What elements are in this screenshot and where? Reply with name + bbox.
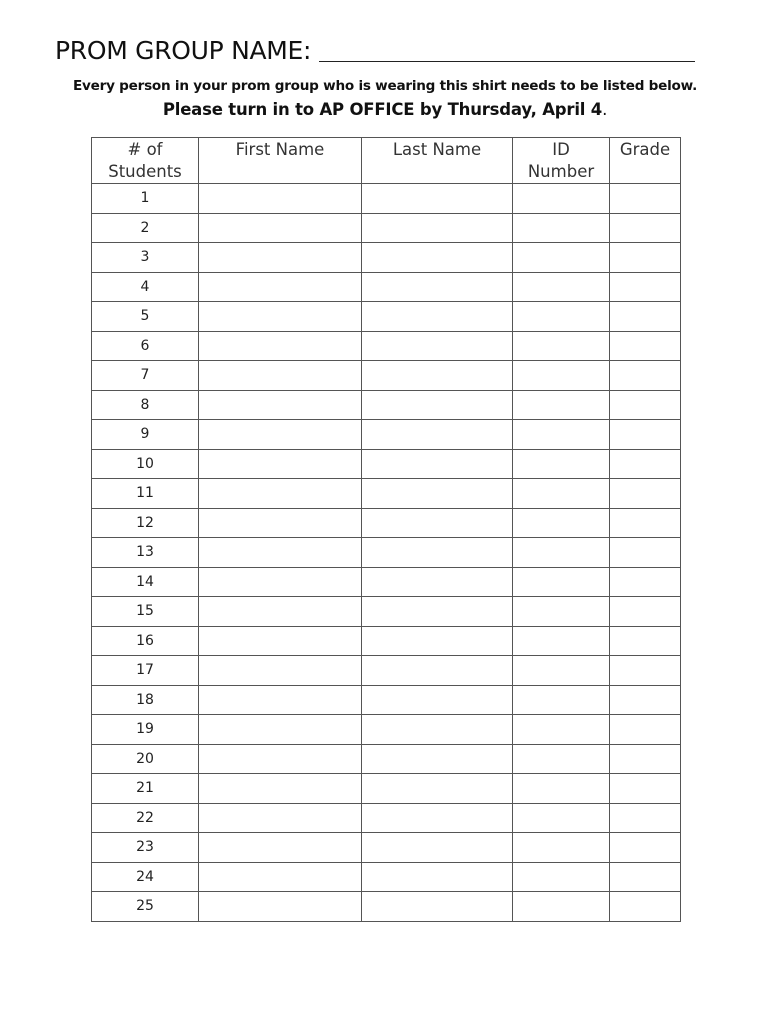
table-row [92, 272, 681, 302]
first-name-cell[interactable] [199, 715, 362, 745]
row-number: 7 [92, 361, 199, 391]
last-name-cell[interactable] [362, 833, 513, 863]
grade-cell[interactable] [610, 361, 681, 391]
row-number: 3 [92, 243, 199, 273]
id-number-cell[interactable] [513, 449, 610, 479]
table-row [92, 390, 681, 420]
first-name-cell[interactable] [199, 656, 362, 686]
grade-cell[interactable] [610, 597, 681, 627]
last-name-cell[interactable] [362, 597, 513, 627]
id-number-cell[interactable] [513, 656, 610, 686]
row-number: 5 [92, 302, 199, 332]
first-name-cell[interactable] [199, 272, 362, 302]
row-number: 9 [92, 420, 199, 450]
row-number: 20 [92, 744, 199, 774]
last-name-cell[interactable] [362, 361, 513, 391]
last-name-cell[interactable] [362, 774, 513, 804]
row-number: 18 [92, 685, 199, 715]
id-number-cell[interactable] [513, 302, 610, 332]
id-number-cell[interactable] [513, 420, 610, 450]
table-row [92, 479, 681, 509]
table-row [92, 508, 681, 538]
row-number: 15 [92, 597, 199, 627]
first-name-cell[interactable] [199, 184, 362, 214]
row-number: 22 [92, 803, 199, 833]
grade-cell[interactable] [610, 685, 681, 715]
table-row [92, 685, 681, 715]
row-number: 14 [92, 567, 199, 597]
id-number-cell[interactable] [513, 774, 610, 804]
grade-cell[interactable] [610, 626, 681, 656]
first-name-cell[interactable] [199, 361, 362, 391]
last-name-cell[interactable] [362, 538, 513, 568]
row-number: 11 [92, 479, 199, 509]
grade-cell[interactable] [610, 243, 681, 273]
grade-cell[interactable] [610, 567, 681, 597]
id-number-cell[interactable] [513, 715, 610, 745]
first-name-cell[interactable] [199, 420, 362, 450]
grade-cell[interactable] [610, 449, 681, 479]
table-row [92, 538, 681, 568]
last-name-cell[interactable] [362, 508, 513, 538]
id-number-cell[interactable] [513, 597, 610, 627]
header-student-count: # of Students [92, 138, 199, 184]
id-number-cell[interactable] [513, 567, 610, 597]
last-name-cell[interactable] [362, 656, 513, 686]
grade-cell[interactable] [610, 862, 681, 892]
last-name-cell[interactable] [362, 626, 513, 656]
first-name-cell[interactable] [199, 862, 362, 892]
table-row [92, 361, 681, 391]
table-row [92, 833, 681, 863]
id-number-cell[interactable] [513, 685, 610, 715]
row-number: 10 [92, 449, 199, 479]
first-name-cell[interactable] [199, 626, 362, 656]
first-name-cell[interactable] [199, 508, 362, 538]
id-number-cell[interactable] [513, 538, 610, 568]
grade-cell[interactable] [610, 833, 681, 863]
last-name-cell[interactable] [362, 184, 513, 214]
table-row [92, 302, 681, 332]
id-number-cell[interactable] [513, 331, 610, 361]
last-name-cell[interactable] [362, 302, 513, 332]
last-name-cell[interactable] [362, 479, 513, 509]
row-number: 2 [92, 213, 199, 243]
grade-cell[interactable] [610, 213, 681, 243]
table-row [92, 715, 681, 745]
id-number-cell[interactable] [513, 833, 610, 863]
grade-cell[interactable] [610, 420, 681, 450]
first-name-cell[interactable] [199, 479, 362, 509]
row-number: 24 [92, 862, 199, 892]
id-number-cell[interactable] [513, 892, 610, 922]
row-number: 6 [92, 331, 199, 361]
row-number: 8 [92, 390, 199, 420]
first-name-cell[interactable] [199, 449, 362, 479]
header-id-number: ID Number [513, 138, 610, 184]
title-row [55, 30, 695, 66]
group-name-field[interactable] [319, 33, 695, 62]
grade-cell[interactable] [610, 715, 681, 745]
grade-cell[interactable] [610, 302, 681, 332]
first-name-cell[interactable] [199, 213, 362, 243]
header-first-name: First Name [199, 138, 362, 184]
table-row [92, 597, 681, 627]
first-name-cell[interactable] [199, 390, 362, 420]
id-number-cell[interactable] [513, 803, 610, 833]
header-last-name: Last Name [362, 138, 513, 184]
page-title: PROM GROUP NAME: [55, 36, 312, 65]
grade-cell[interactable] [610, 479, 681, 509]
first-name-cell[interactable] [199, 597, 362, 627]
id-number-cell[interactable] [513, 390, 610, 420]
last-name-cell[interactable] [362, 243, 513, 273]
table-row [92, 331, 681, 361]
row-number: 12 [92, 508, 199, 538]
grade-cell[interactable] [610, 892, 681, 922]
grade-cell[interactable] [610, 331, 681, 361]
table-row [92, 626, 681, 656]
grade-cell[interactable] [610, 774, 681, 804]
row-number: 4 [92, 272, 199, 302]
grade-cell[interactable] [610, 508, 681, 538]
grade-cell[interactable] [610, 656, 681, 686]
grade-cell[interactable] [610, 538, 681, 568]
first-name-cell[interactable] [199, 567, 362, 597]
table-row [92, 803, 681, 833]
id-number-cell[interactable] [513, 744, 610, 774]
last-name-cell[interactable] [362, 715, 513, 745]
last-name-cell[interactable] [362, 744, 513, 774]
row-number: 1 [92, 184, 199, 214]
table-row [92, 213, 681, 243]
first-name-cell[interactable] [199, 538, 362, 568]
deadline-text [0, 100, 770, 119]
last-name-cell[interactable] [362, 685, 513, 715]
table-row [92, 567, 681, 597]
header-row [92, 138, 681, 184]
row-number: 23 [92, 833, 199, 863]
first-name-cell[interactable] [199, 331, 362, 361]
first-name-cell[interactable] [199, 774, 362, 804]
row-number: 16 [92, 626, 199, 656]
first-name-cell[interactable] [199, 243, 362, 273]
last-name-cell[interactable] [362, 420, 513, 450]
id-number-cell[interactable] [513, 184, 610, 214]
last-name-cell[interactable] [362, 892, 513, 922]
table-row [92, 420, 681, 450]
instruction-text: Every person in your prom group who is wearing this shirt needs to be listed below. [73, 78, 697, 94]
table-row [92, 243, 681, 273]
id-number-cell[interactable] [513, 508, 610, 538]
row-number: 17 [92, 656, 199, 686]
row-number: 25 [92, 892, 199, 922]
last-name-cell[interactable] [362, 331, 513, 361]
first-name-cell[interactable] [199, 833, 362, 863]
grade-cell[interactable] [610, 390, 681, 420]
row-number: 21 [92, 774, 199, 804]
grade-cell[interactable] [610, 803, 681, 833]
deadline-main: Please turn in to AP OFFICE by Thursday, April 4 [162, 100, 603, 119]
last-name-cell[interactable] [362, 567, 513, 597]
table-row [92, 656, 681, 686]
roster-table [91, 137, 681, 922]
last-name-cell[interactable] [362, 272, 513, 302]
row-number: 13 [92, 538, 199, 568]
header-grade: Grade [610, 138, 681, 184]
id-number-cell[interactable] [513, 361, 610, 391]
table-row [92, 774, 681, 804]
row-number: 19 [92, 715, 199, 745]
id-number-cell[interactable] [513, 213, 610, 243]
last-name-cell[interactable] [362, 449, 513, 479]
last-name-cell[interactable] [362, 862, 513, 892]
last-name-cell[interactable] [362, 803, 513, 833]
id-number-cell[interactable] [513, 862, 610, 892]
table-row [92, 862, 681, 892]
grade-cell[interactable] [610, 184, 681, 214]
deadline-period: . [602, 100, 608, 119]
first-name-cell[interactable] [199, 892, 362, 922]
table-row [92, 744, 681, 774]
table-row [92, 892, 681, 922]
id-number-cell[interactable] [513, 243, 610, 273]
last-name-cell[interactable] [362, 213, 513, 243]
last-name-cell[interactable] [362, 390, 513, 420]
first-name-cell[interactable] [199, 803, 362, 833]
grade-cell[interactable] [610, 744, 681, 774]
roster-body [92, 184, 681, 922]
id-number-cell[interactable] [513, 272, 610, 302]
grade-cell[interactable] [610, 272, 681, 302]
table-row [92, 449, 681, 479]
first-name-cell[interactable] [199, 302, 362, 332]
id-number-cell[interactable] [513, 626, 610, 656]
id-number-cell[interactable] [513, 479, 610, 509]
table-row [92, 184, 681, 214]
first-name-cell[interactable] [199, 685, 362, 715]
first-name-cell[interactable] [199, 744, 362, 774]
